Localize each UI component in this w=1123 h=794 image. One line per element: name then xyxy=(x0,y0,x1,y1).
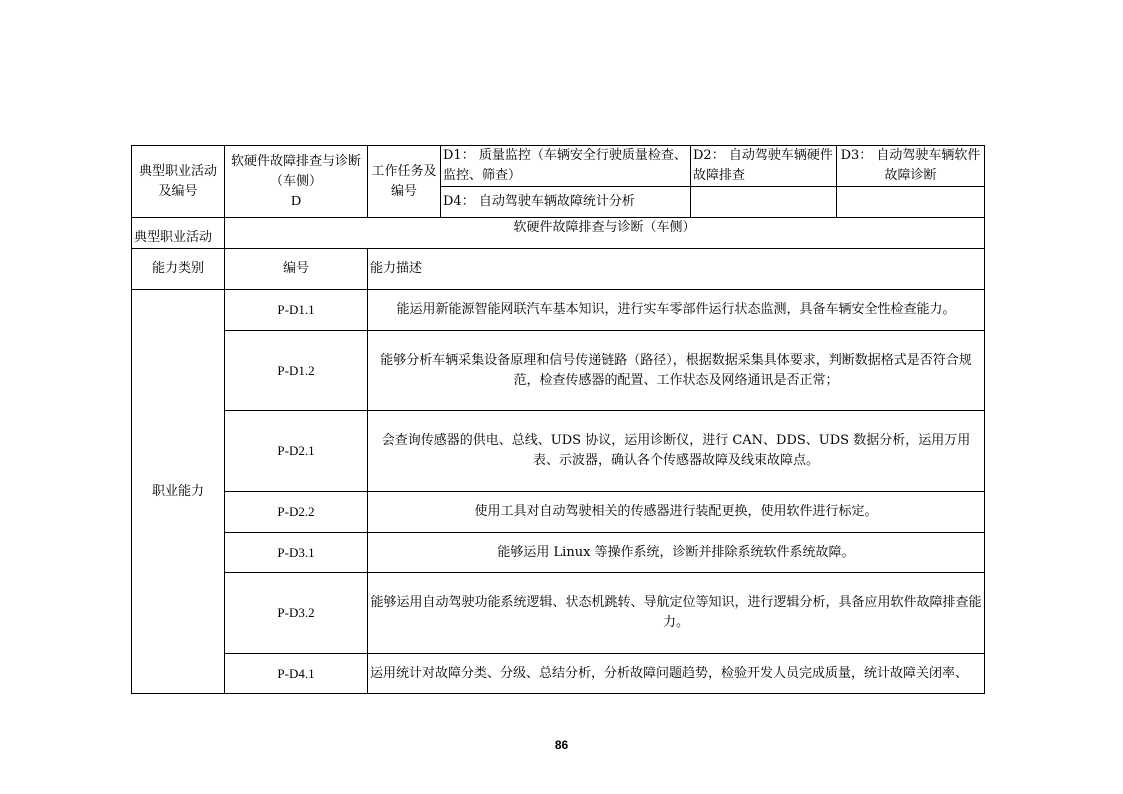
row-code-cell xyxy=(225,411,368,492)
task-d2: D2： 自动驾驶车辆硬件故障排查 xyxy=(693,148,833,183)
table-row xyxy=(132,573,985,654)
row-code: P-D2.1 xyxy=(277,443,315,458)
row-code-cell xyxy=(225,290,368,331)
empty-cell xyxy=(837,187,985,218)
task-d1: D1： 质量监控（车辆安全行驶质量检查、监控、筛查） xyxy=(443,148,687,183)
activity-row xyxy=(132,218,985,249)
row-desc: 使用工具对自动驾驶相关的传感器进行装配更换，使用软件进行标定。 xyxy=(474,504,878,519)
row-desc: 能够运用自动驾驶功能系统逻辑、状态机跳转、导航定位等知识，进行逻辑分析，具备应用软件故障排查能力。 xyxy=(370,595,982,630)
activity-code: D xyxy=(290,193,302,209)
section-label-cell xyxy=(132,290,225,694)
row-code-cell xyxy=(225,654,368,694)
row-desc-cell xyxy=(368,492,985,533)
table-row xyxy=(132,533,985,573)
task-d2-cell xyxy=(691,146,837,187)
activity-row-label: 典型职业活动 xyxy=(134,230,213,245)
column-header-row xyxy=(132,249,985,290)
activity-name-line1: 软硬件故障排查与诊断 xyxy=(230,153,361,169)
row-desc: 能运用新能源智能网联汽车基本知识，进行实车零部件运行状态监测，具备车辆安全性检查能力。 xyxy=(396,302,956,317)
row-code: P-D1.2 xyxy=(277,362,315,378)
task-d1-cell xyxy=(441,146,691,187)
task-d4-cell xyxy=(441,187,691,218)
activity-row-value-cell xyxy=(225,218,985,249)
row-desc-cell xyxy=(368,331,985,411)
table-row xyxy=(132,331,985,411)
row-code-cell xyxy=(225,573,368,654)
row-desc: 能够分析车辆采集设备原理和信号传递链路（路径），根据数据采集具体要求，判断数据格式是否符合规范，检查传感器的配置、工作状态及网络通讯是否正常； xyxy=(380,352,972,388)
page-number: 86 xyxy=(554,738,569,752)
section-label: 职业能力 xyxy=(151,483,204,499)
row-code: P-D3.1 xyxy=(277,544,315,560)
task-d3-cell xyxy=(837,146,985,187)
col-code-cell xyxy=(225,249,368,290)
empty-cell xyxy=(691,187,837,218)
row-code: P-D1.1 xyxy=(277,302,315,317)
row-code: P-D4.1 xyxy=(277,665,315,681)
col-category: 能力类别 xyxy=(151,261,204,276)
col-description: 能力描述 xyxy=(370,261,423,276)
activity-row-label-cell xyxy=(132,218,225,249)
table-row xyxy=(132,411,985,492)
row-code-cell xyxy=(225,331,368,411)
activity-row-value: 软硬件故障排查与诊断（车侧） xyxy=(513,220,696,235)
col-code: 编号 xyxy=(282,261,309,276)
row-desc: 会查询传感器的供电、总线、UDS 协议，运用诊断仪，进行 CAN、DDS、UDS 数据分析，运用万用表、示波器，确认各个传感器故障及线束故障点。 xyxy=(381,433,971,468)
task-label: 工作任务及编号 xyxy=(371,163,437,199)
col-description-cell xyxy=(368,249,985,290)
header-row-1 xyxy=(132,146,985,187)
task-label-cell xyxy=(368,146,441,218)
row-code: P-D2.2 xyxy=(277,504,315,519)
row-code-cell xyxy=(225,533,368,573)
row-code: P-D3.2 xyxy=(277,605,315,620)
task-d3: D3： 自动驾驶车辆软件故障诊断 xyxy=(840,148,981,183)
activity-name-line2: （车侧） xyxy=(269,173,322,189)
row-desc-cell xyxy=(368,533,985,573)
activity-name-cell xyxy=(225,146,368,218)
activity-label-cell xyxy=(132,146,225,218)
col-category-cell xyxy=(132,249,225,290)
row-desc: 能够运用 Linux 等操作系统，诊断并排除系统软件系统故障。 xyxy=(497,544,855,560)
row-code-cell xyxy=(225,492,368,533)
table-row xyxy=(132,654,985,694)
competency-table xyxy=(131,145,985,694)
row-desc-cell xyxy=(368,290,985,331)
row-desc-cell xyxy=(368,654,985,694)
row-desc-cell xyxy=(368,411,985,492)
task-d4: D4： 自动驾驶车辆故障统计分析 xyxy=(443,194,635,209)
row-desc: 运用统计对故障分类、分级、总结分析，分析故障问题趋势，检验开发人员完成质量，统计故障关闭率、 xyxy=(370,665,969,681)
row-desc-cell xyxy=(368,573,985,654)
table-row xyxy=(132,492,985,533)
table-row xyxy=(132,290,985,331)
activity-label: 典型职业活动及编号 xyxy=(138,163,217,199)
